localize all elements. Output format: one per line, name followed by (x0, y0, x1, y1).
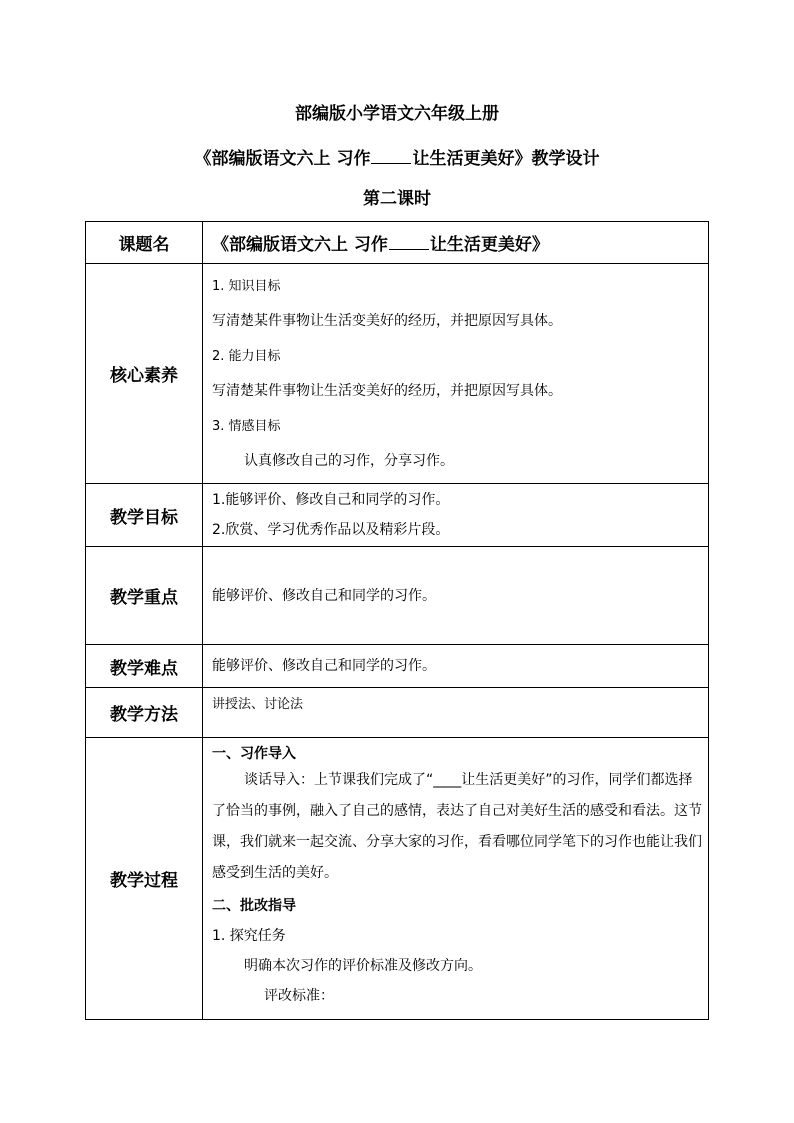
objective-line-1: 1.能够评价、修改自己和同学的习作。 (212, 492, 450, 508)
process-label: 教学过程 (86, 738, 203, 1020)
process-content (203, 738, 709, 1020)
methods-value: 讲授法、讨论法 (203, 688, 709, 738)
key-points-value: 能够评价、修改自己和同学的习作。 (203, 547, 709, 645)
table-row-process (86, 738, 709, 1020)
difficulties-value: 能够评价、修改自己和同学的习作。 (203, 645, 709, 688)
table-row-difficulties (86, 645, 709, 688)
difficulties-label: 教学难点 (86, 645, 203, 688)
table-row-objectives (86, 484, 709, 547)
core-text-3: 认真修改自己的习作，分享习作。 (244, 453, 454, 469)
subtitle-suffix: 让生活更美好》教学设计 (412, 149, 600, 169)
topic-value (203, 222, 709, 264)
subtitle-prefix: 《部编版语文六上 习作 (194, 149, 371, 169)
core-content (203, 264, 709, 484)
process-criteria: 评改标准： (264, 988, 334, 1004)
key-points-label: 教学重点 (86, 547, 203, 645)
document-title: 部编版小学语文六年级上册 (295, 104, 499, 124)
process-task: 1. 探究任务 (212, 928, 286, 944)
objectives-content (203, 484, 709, 547)
table-row-topic (86, 222, 709, 264)
fill-in-blank (371, 151, 411, 164)
table-row-methods (86, 688, 709, 738)
topic-prefix: 《部编版语文六上 习作 (212, 235, 388, 255)
process-section-1: 一、习作导入 (212, 746, 296, 762)
table-row-core (86, 264, 709, 484)
topic-blank (389, 237, 429, 250)
core-text-1: 写清楚某件事物让生活变美好的经历，并把原因写具体。 (212, 313, 562, 329)
methods-label: 教学方法 (86, 688, 203, 738)
process-intro: 谈话导入：上节课我们完成了“____让生活更美好”的习作，同学们都选择了恰当的事例，融入了自己的感情，表达了自己对美好生活的感受和看法。这节课，我们就来一起交流、分享大家的习作，看看哪位同学笔下的习作也能让我们感受到生活的美好。 (212, 772, 702, 881)
objectives-label: 教学目标 (86, 484, 203, 547)
core-heading-2: 2. 能力目标 (212, 349, 281, 364)
topic-label: 课题名 (86, 222, 203, 264)
lesson-number: 第二课时 (363, 189, 431, 209)
core-heading-3: 3. 情感目标 (212, 419, 281, 434)
core-heading-1: 1. 知识目标 (212, 279, 281, 294)
objective-line-2: 2.欣赏、学习优秀作品以及精彩片段。 (212, 522, 450, 538)
topic-suffix: 让生活更美好》 (429, 235, 549, 255)
document-subtitle (0, 148, 794, 170)
core-label: 核心素养 (86, 264, 203, 484)
table-row-key-points (86, 547, 709, 645)
process-task-desc: 明确本次习作的评价标准及修改方向。 (244, 958, 482, 974)
core-text-2: 写清楚某件事物让生活变美好的经历，并把原因写具体。 (212, 383, 562, 399)
lesson-plan-table (85, 221, 709, 1020)
process-section-2: 二、批改指导 (212, 898, 296, 914)
